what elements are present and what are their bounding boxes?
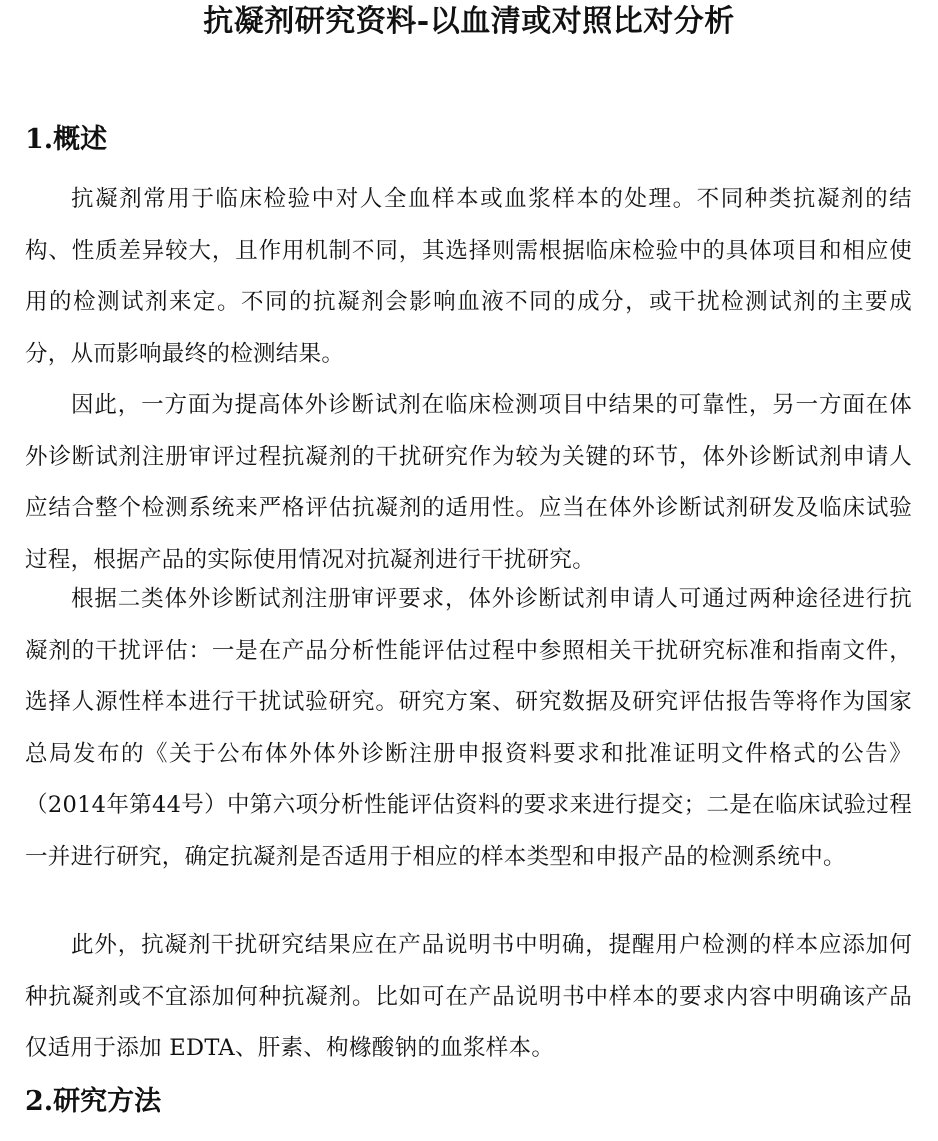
paragraph: 此外，抗凝剂干扰研究结果应在产品说明书中明确，提醒用户检测的样本应添加何种抗凝剂或不宜添加何种抗凝剂。比如可在产品说明书中样本的要求内容中明确该产品仅适用于添加 EDTA、肝素、枸橼酸钠的血浆样本。 [25,932,912,1061]
paragraph: 抗凝剂常用于临床检验中对人全血样本或血浆样本的处理。不同种类抗凝剂的结构、性质差异较大，且作用机制不同，其选择则需根据临床检验中的具体项目和相应使用的检测试剂来定。不同的抗凝剂会影响血液不同的成分，或干扰检测试剂的主要成分，从而影响最终的检测结果。 [25,186,912,367]
paragraph: 因此，一方面为提高体外诊断试剂在临床检测项目中结果的可靠性，另一方面在体外诊断试剂注册审评过程抗凝剂的干扰研究作为较为关键的环节，体外诊断试剂申请人应结合整个检测系统来严格评估抗凝剂的适用性。应当在体外诊断试剂研发及临床试验过程，根据产品的实际使用情况对抗凝剂进行干扰研究。 [25,392,912,573]
section-heading-overview: 1.概述 [25,124,108,155]
paragraph: 根据二类体外诊断试剂注册审评要求，体外诊断试剂申请人可通过两种途径进行抗凝剂的干扰评估：一是在产品分析性能评估过程中参照相关干扰研究标准和指南文件，选择人源性样本进行干扰试验研究。研究方案、研究数据及研究评估报告等将作为国家总局发布的《关于公布体外体外诊断注册申报资料要求和批准证明文件格式的公告》（2014年第44号）中第六项分析性能评估资料的要求来进行提交；二是在临床试验过程一并进行研究，确定抗凝剂是否适用于相应的样本类型和申报产品的检测系统中。 [25,586,912,870]
document-title: 抗凝剂研究资料-以血清或对照比对分析 [203,4,735,39]
section-heading-methods: 2.研究方法 [25,1086,162,1117]
